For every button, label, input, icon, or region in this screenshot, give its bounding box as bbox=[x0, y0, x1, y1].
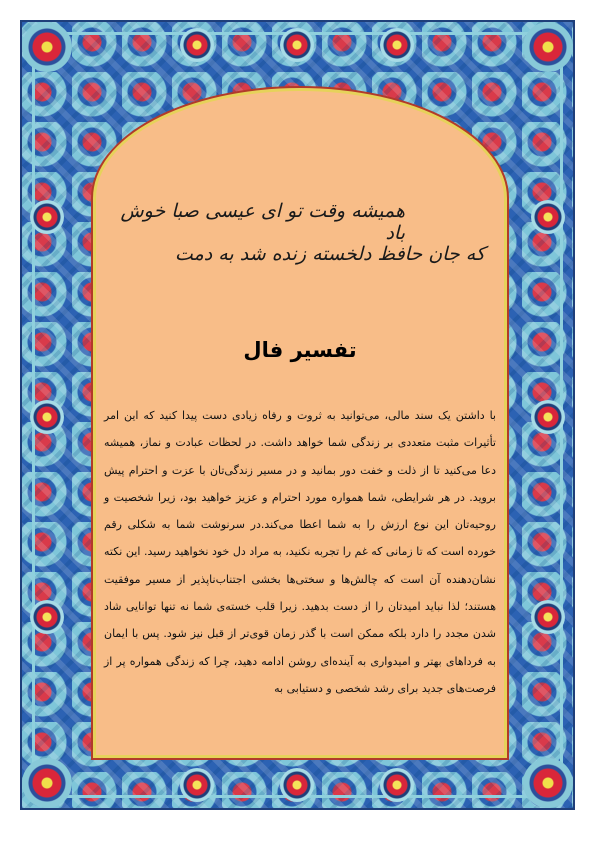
page-title: تفسیر فال bbox=[243, 338, 357, 362]
side-rosette-right-1 bbox=[531, 200, 565, 234]
bottom-rosette-1 bbox=[180, 768, 214, 802]
top-rosette-1 bbox=[180, 28, 214, 62]
side-rosette-right-3 bbox=[531, 600, 565, 634]
side-rosette-left-3 bbox=[30, 600, 64, 634]
corner-rosette-top-right bbox=[523, 22, 573, 72]
corner-rosette-bottom-left bbox=[22, 758, 72, 808]
side-rosette-right-2 bbox=[531, 400, 565, 434]
top-rosette-2 bbox=[280, 28, 314, 62]
bottom-rosette-3 bbox=[380, 768, 414, 802]
bottom-rosette-2 bbox=[280, 768, 314, 802]
corner-rosette-top-left bbox=[22, 22, 72, 72]
poem-line-1: همیشه وقت تو ای عیسی صبا خوش باد bbox=[120, 200, 405, 244]
side-rosette-left-2 bbox=[30, 400, 64, 434]
poem-line-2: که جان حافظ دلخسته زنده شد به دمت bbox=[174, 243, 485, 265]
side-rosette-left-1 bbox=[30, 200, 64, 234]
corner-rosette-bottom-right bbox=[523, 758, 573, 808]
interpretation-text: با داشتن یک سند مالی، می‌توانید به ثروت و رفاه زیادی دست پیدا کنید که این امر تأثیرات مثبت متعددی بر زندگی شما خواهد داشت. در لحظات عبادت و نماز، همیشه دعا می‌کنید تا از ذلت و خفت دور بمانید و در مسیر زندگی‌تان با عزت و احترام پیش بروید. در هر شرایطی، شما همواره مورد احترام و عزیز خواهید بود، زیرا شخصیت و روحیه‌تان این نوع ارزش را به شما اعطا می‌کند.در سرنوشت شما به شکلی رقم خورده است که تا زمانی که غم را تجربه نکنید، به مراد دل خود نخواهید رسید. این نکته نشان‌دهنده آن است که چالش‌ها و سختی‌ها بخشی اجتناب‌ناپذیر از مسیر موفقیت هستند؛ لذا نباید امیدتان را از دست بدهید. زیرا قلب خسته‌ی شما نه تنها توانایی شاد شدن مجدد را دارد بلکه ممکن است با گذر زمان قوی‌تر از قبل نیز شود. پس با ایمان به فرداهای بهتر و امیدواری به آینده‌ای روشن ادامه دهید، چرا که زندگی همواره پر از فرصت‌های جدید برای رشد شخصی و دستیابی به bbox=[104, 409, 496, 695]
top-rosette-3 bbox=[380, 28, 414, 62]
